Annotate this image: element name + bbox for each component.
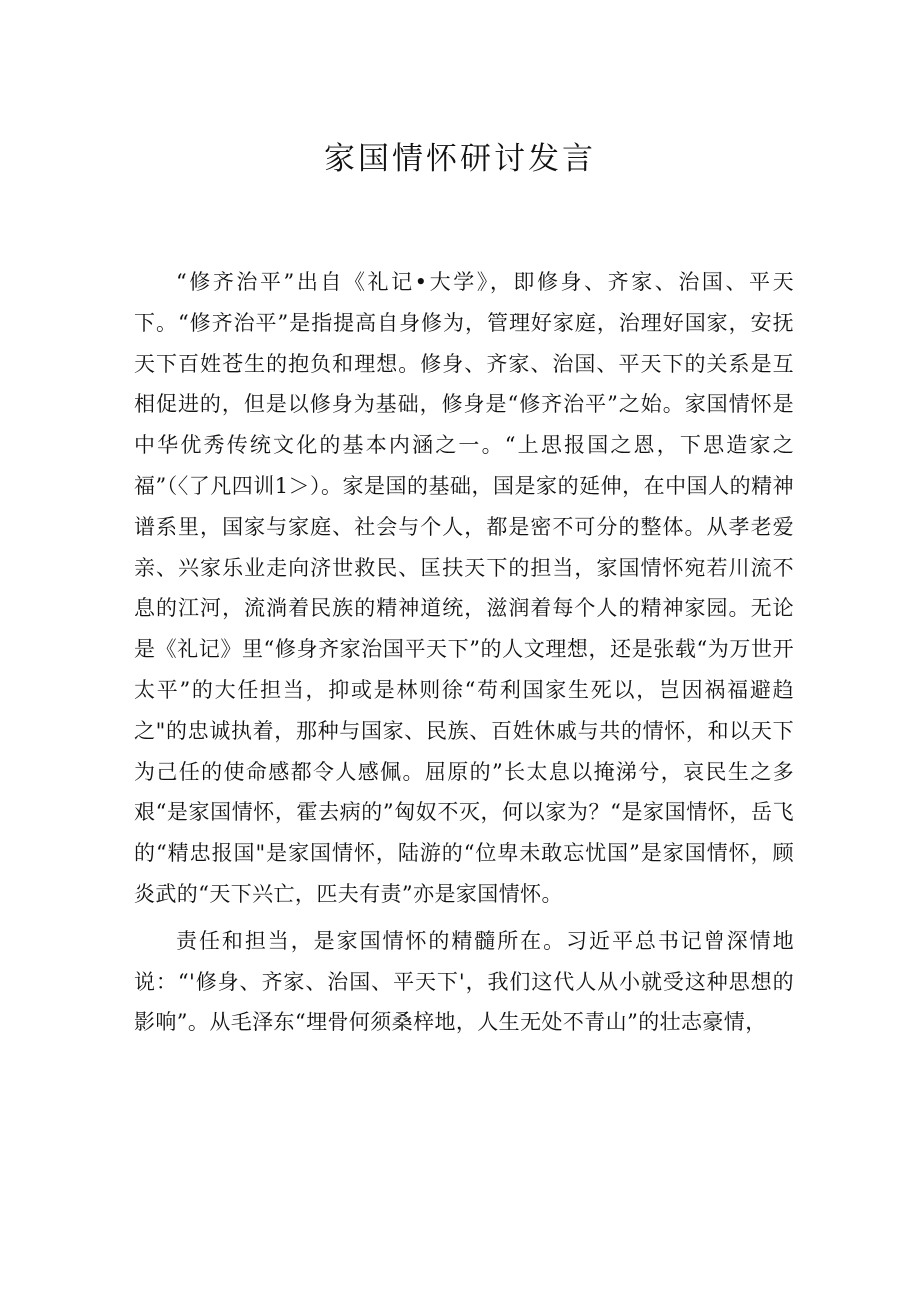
paragraph-1: “修齐治平”出自《礼记•大学》，即修身、齐家、治国、平天下。“修齐治平”是指提高自身修为，管理好家庭，治理好国家，安抚天下百姓苍生的抱负和理想。修身、齐家、治国、平天下的关系是互相促进的，但是以修身为基础，修身是“修齐治平”之始。家国情怀是中华优秀传统文化的基本内涵之一。“上思报国之恩，下思造家之福”（〈了凡四训1＞）。家是国的基础，国是家的延伸，在中国人的精神谱系里，国家与家庭、社会与个人，都是密不可分的整体。从孝老爱亲、兴家乐业走向济世救民、匡扶天下的担当，家国情怀宛若川流不息的江河，流淌着民族的精神道统，滋润着每个人的精神家园。无论是《礼记》里“修身齐家治国平天下”的人文理想，还是张载“为万世开太平”的大任担当，抑或是林则徐“苟利国家生死以，岂因祸福避趋之"的忠诚执着，那种与国家、民族、百姓休戚与共的情怀，和以天下为己任的使命感都令人感佩。屈原的”长太息以掩涕兮，哀民生之多艰“是家国情怀，霍去病的”匈奴不灭，何以家为？“是家国情怀，岳飞的“精忠报国"是家国情怀，陆游的“位卑未敢忘忧国”是家国情怀，顾炎武的“天下兴亡，匹夫有责”亦是家国情怀。: [134, 270, 794, 906]
paragraph-2: 责任和担当，是家国情怀的精髓所在。习近平总书记曾深情地说：“'修身、齐家、治国、平天下'，我们这代人从小就受这种思想的影响”。从毛泽东“埋骨何须桑梓地，人生无处不青山”的壮志豪情，: [134, 928, 794, 1035]
document-title: 家国情怀研讨发言: [324, 141, 596, 177]
document-body: [134, 262, 794, 1043]
